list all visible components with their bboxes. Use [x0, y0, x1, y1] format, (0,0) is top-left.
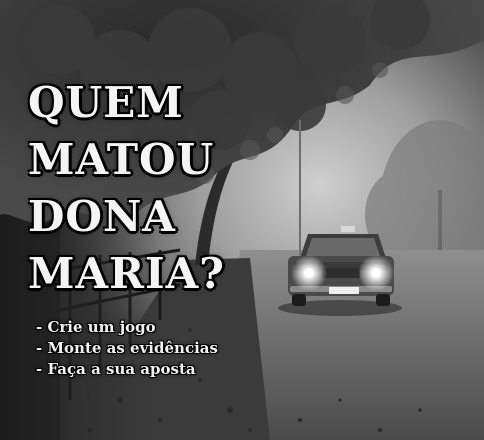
- bullet-item: - Faça a sua aposta: [36, 360, 196, 378]
- title-line: DONA: [28, 192, 176, 241]
- title-line: QUEM: [28, 78, 184, 127]
- title-line: MARIA?: [28, 249, 225, 298]
- poster-title: [28, 74, 225, 302]
- bullet-item: - Monte as evidências: [36, 339, 218, 357]
- bullet-item: - Crie um jogo: [36, 318, 156, 336]
- bullet-list: [36, 317, 218, 380]
- title-line: MATOU: [28, 135, 215, 184]
